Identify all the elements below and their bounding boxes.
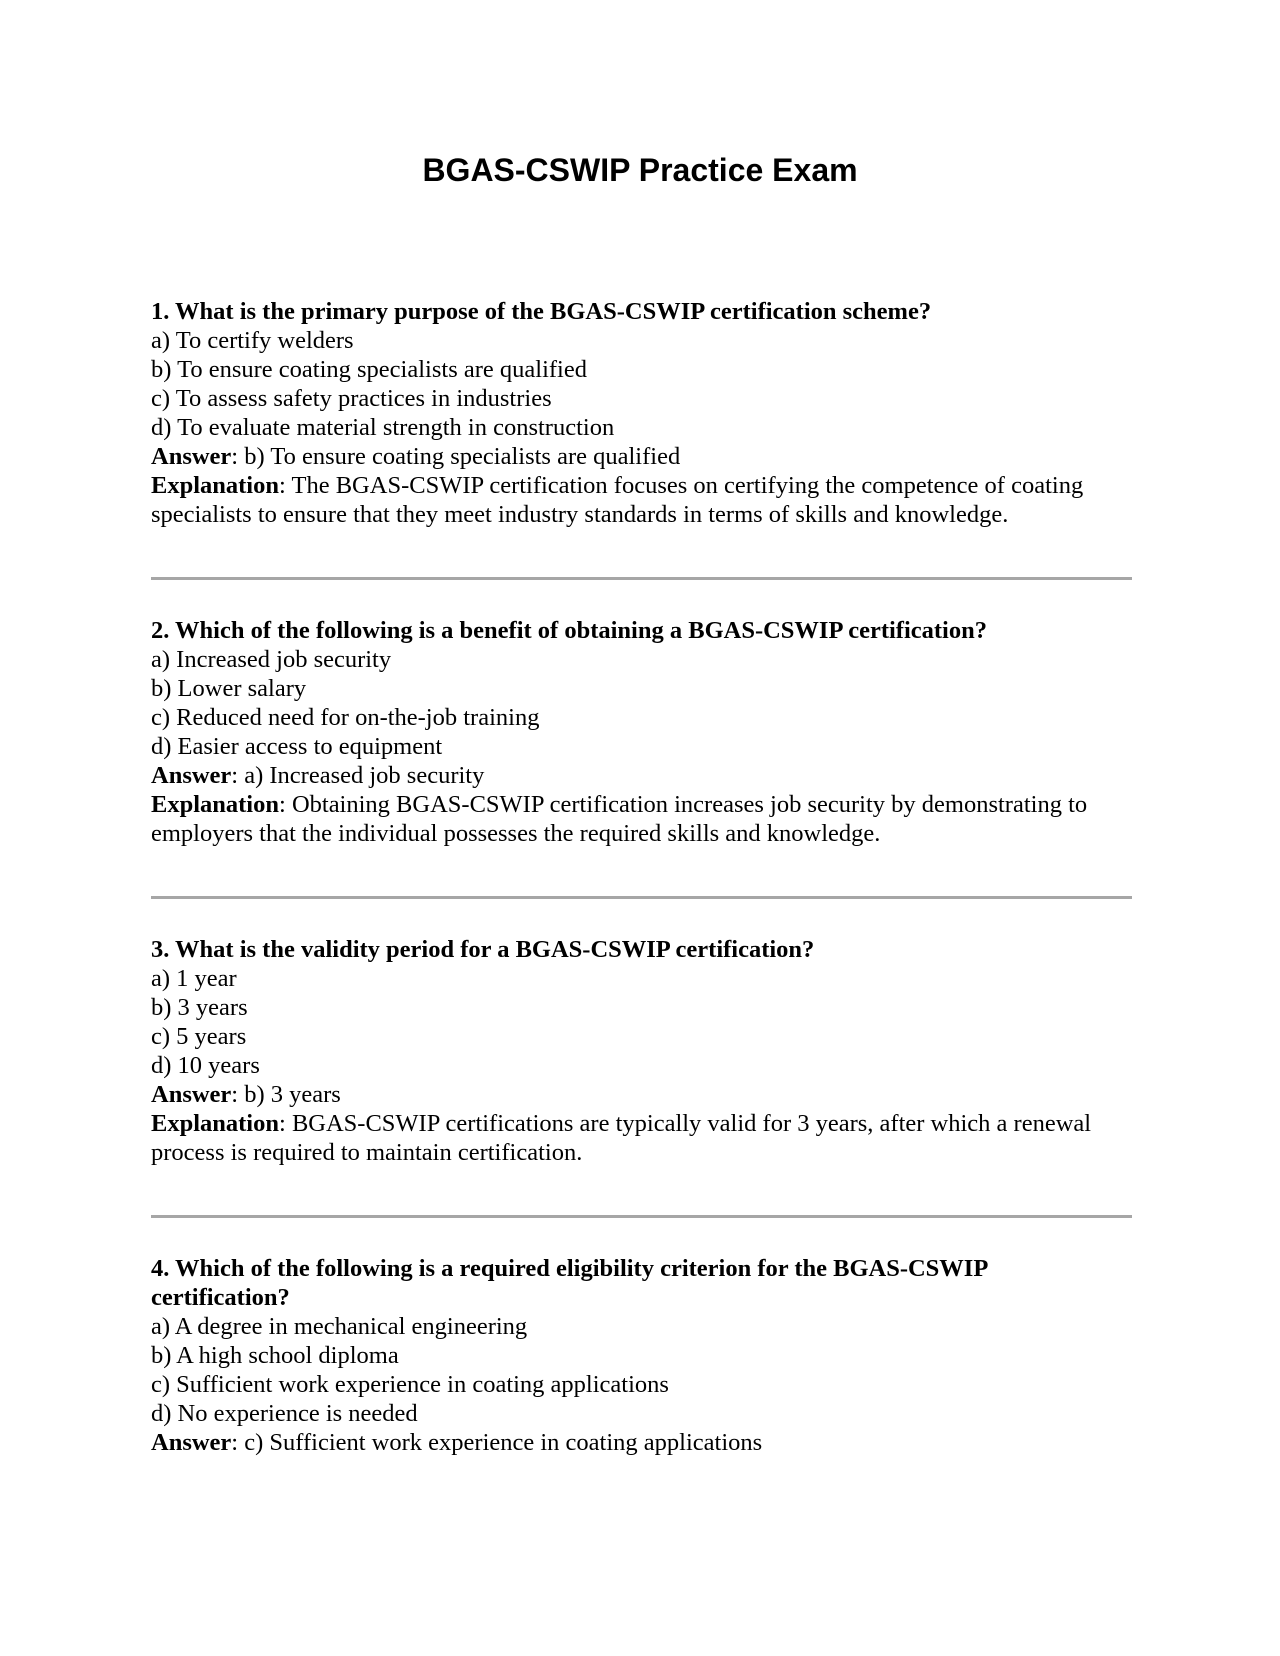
option-c: c) Reduced need for on-the-job training — [151, 704, 540, 731]
option-c: c) 5 years — [151, 1023, 247, 1050]
option-d: d) 10 years — [151, 1052, 260, 1079]
option-a: a) A degree in mechanical engineering — [151, 1313, 528, 1340]
question-text: 4. Which of the following is a required eligibility criterion for the BGAS-CSWIP certification? — [151, 1255, 987, 1311]
question-text: 2. Which of the following is a benefit of obtaining a BGAS-CSWIP certification? — [151, 617, 987, 644]
answer-text: a) Increased job security — [244, 762, 485, 789]
answer-label: Answer — [151, 1081, 232, 1108]
explanation-text: BGAS-CSWIP certifications are typically valid for 3 years, after which a renewal process is required to maintain certification. — [151, 1110, 1092, 1166]
answer-line — [151, 761, 1131, 790]
explanation-line — [151, 471, 1131, 529]
option-b: b) Lower salary — [151, 675, 307, 702]
option-c: c) Sufficient work experience in coating applications — [151, 1371, 669, 1398]
question-text: 1. What is the primary purpose of the BGAS-CSWIP certification scheme? — [151, 298, 932, 325]
question-block-1 — [151, 297, 1131, 529]
option-d: d) No experience is needed — [151, 1400, 418, 1427]
option-b: b) 3 years — [151, 994, 248, 1021]
option-d: d) Easier access to equipment — [151, 733, 443, 760]
explanation-label: Explanation — [151, 472, 279, 499]
explanation-text: Obtaining BGAS-CSWIP certification increases job security by demonstrating to employers that the individual possesses the required skills and knowledge. — [151, 791, 1088, 847]
explanation-line — [151, 1109, 1131, 1167]
answer-text: b) 3 years — [244, 1081, 341, 1108]
section-divider — [151, 577, 1132, 580]
option-a: a) 1 year — [151, 965, 237, 992]
option-b: b) A high school diploma — [151, 1342, 399, 1369]
explanation-label: Explanation — [151, 791, 279, 818]
answer-text: b) To ensure coating specialists are qualified — [244, 443, 681, 470]
section-divider — [151, 1215, 1132, 1218]
answer-label: Answer — [151, 1429, 232, 1456]
label-separator: : — [231, 1429, 245, 1456]
question-block-4 — [151, 1254, 1131, 1457]
option-a: a) To certify welders — [151, 327, 354, 354]
option-d: d) To evaluate material strength in construction — [151, 414, 615, 441]
question-block-2 — [151, 616, 1131, 848]
label-separator: : — [279, 791, 292, 818]
label-separator: : — [231, 1081, 245, 1108]
option-a: a) Increased job security — [151, 646, 392, 673]
answer-label: Answer — [151, 443, 232, 470]
explanation-line — [151, 790, 1131, 848]
answer-text: c) Sufficient work experience in coating applications — [244, 1429, 763, 1456]
label-separator: : — [279, 472, 292, 499]
explanation-label: Explanation — [151, 1110, 279, 1137]
label-separator: : — [231, 443, 245, 470]
question-text: 3. What is the validity period for a BGAS-CSWIP certification? — [151, 936, 815, 963]
answer-label: Answer — [151, 762, 232, 789]
label-separator: : — [279, 1110, 292, 1137]
explanation-text: The BGAS-CSWIP certification focuses on certifying the competence of coating specialists to ensure that they meet industry standards in terms of skills and knowledge. — [151, 472, 1084, 528]
option-b: b) To ensure coating specialists are qualified — [151, 356, 587, 383]
answer-line — [151, 442, 1131, 471]
label-separator: : — [231, 762, 245, 789]
document-title: BGAS-CSWIP Practice Exam — [422, 152, 858, 188]
section-divider — [151, 896, 1132, 899]
question-block-3 — [151, 935, 1131, 1167]
answer-line — [151, 1428, 1131, 1457]
option-c: c) To assess safety practices in industries — [151, 385, 552, 412]
answer-line — [151, 1080, 1131, 1109]
